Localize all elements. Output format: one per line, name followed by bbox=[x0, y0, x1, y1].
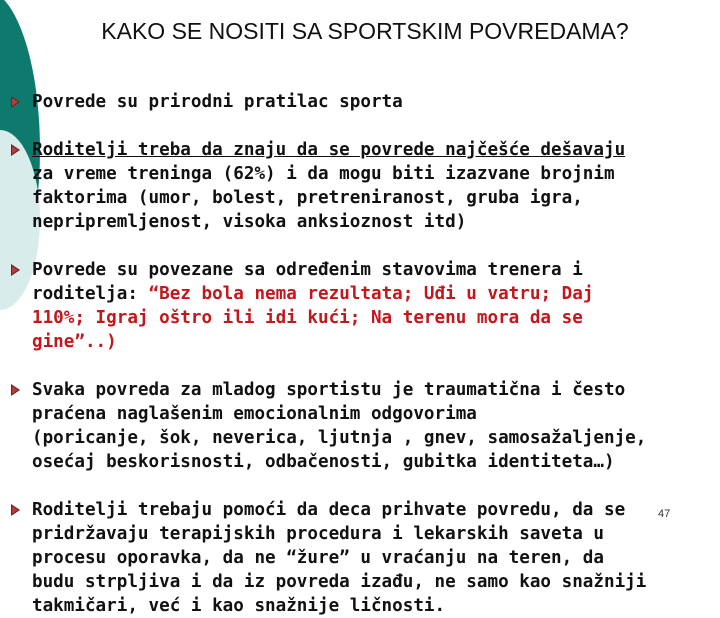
triangle-right-icon bbox=[8, 71, 22, 85]
bullet-item-4 bbox=[8, 354, 714, 474]
bullet-text: praćena naglašenim emocionalnim odgovorima (poricanje, šok, neverica, ljutnja , gnev, samosažaljenje, osećaj beskorisnosti, odbačenosti, gubitka identiteta…) bbox=[32, 404, 647, 472]
triangle-right-icon bbox=[8, 119, 22, 133]
page-number: 47 bbox=[658, 508, 671, 520]
slide-title: KAKO SE NOSITI SA SPORTSKIM POVREDAMA? bbox=[101, 18, 629, 44]
bullet-item-1 bbox=[8, 66, 714, 114]
bullet-text: Roditelji trebaju pomoći da deca prihvate povredu, da se pridržavaju terapijskih procedura i lekarskih saveta u procesu oporavka, da ne “žure” u vraćanju na teren, da budu strpljiva i da iz povreda izađu, ne samo kao snažniji takmičari, već i kao snažnije ličnosti. bbox=[32, 500, 647, 616]
bullet-item-2 bbox=[8, 114, 714, 234]
bullet-item-3 bbox=[8, 234, 714, 354]
triangle-right-icon bbox=[8, 479, 22, 493]
bullet-text: Svaka povreda za mladog sportistu je traumatična i često bbox=[32, 380, 626, 400]
triangle-right-icon bbox=[8, 239, 22, 253]
bullet-text-underlined: Roditelji treba da znaju da se povrede najčešće dešavaju bbox=[32, 140, 626, 160]
bullet-quote-red: “Bez bola nema rezultata; Uđi u vatru; Daj 110%; Igraj oštro ili idi kući; Na terenu mora da se gine”..) bbox=[32, 284, 594, 352]
triangle-right-icon bbox=[8, 359, 22, 373]
bullet-text: Povrede su povezane sa određenim stavovima trenera i roditelja: bbox=[32, 260, 583, 304]
bullet-item-5 bbox=[8, 474, 714, 618]
bullet-text: Povrede su prirodni pratilac sporta bbox=[32, 92, 403, 112]
bullet-text: za vreme treninga (62%) i da mogu biti izazvane brojnim faktorima (umor, bolest, pretreniranost, gruba igra, nepripremljenost, visoka anksioznost itd) bbox=[32, 164, 615, 232]
bullet-list bbox=[8, 66, 714, 618]
